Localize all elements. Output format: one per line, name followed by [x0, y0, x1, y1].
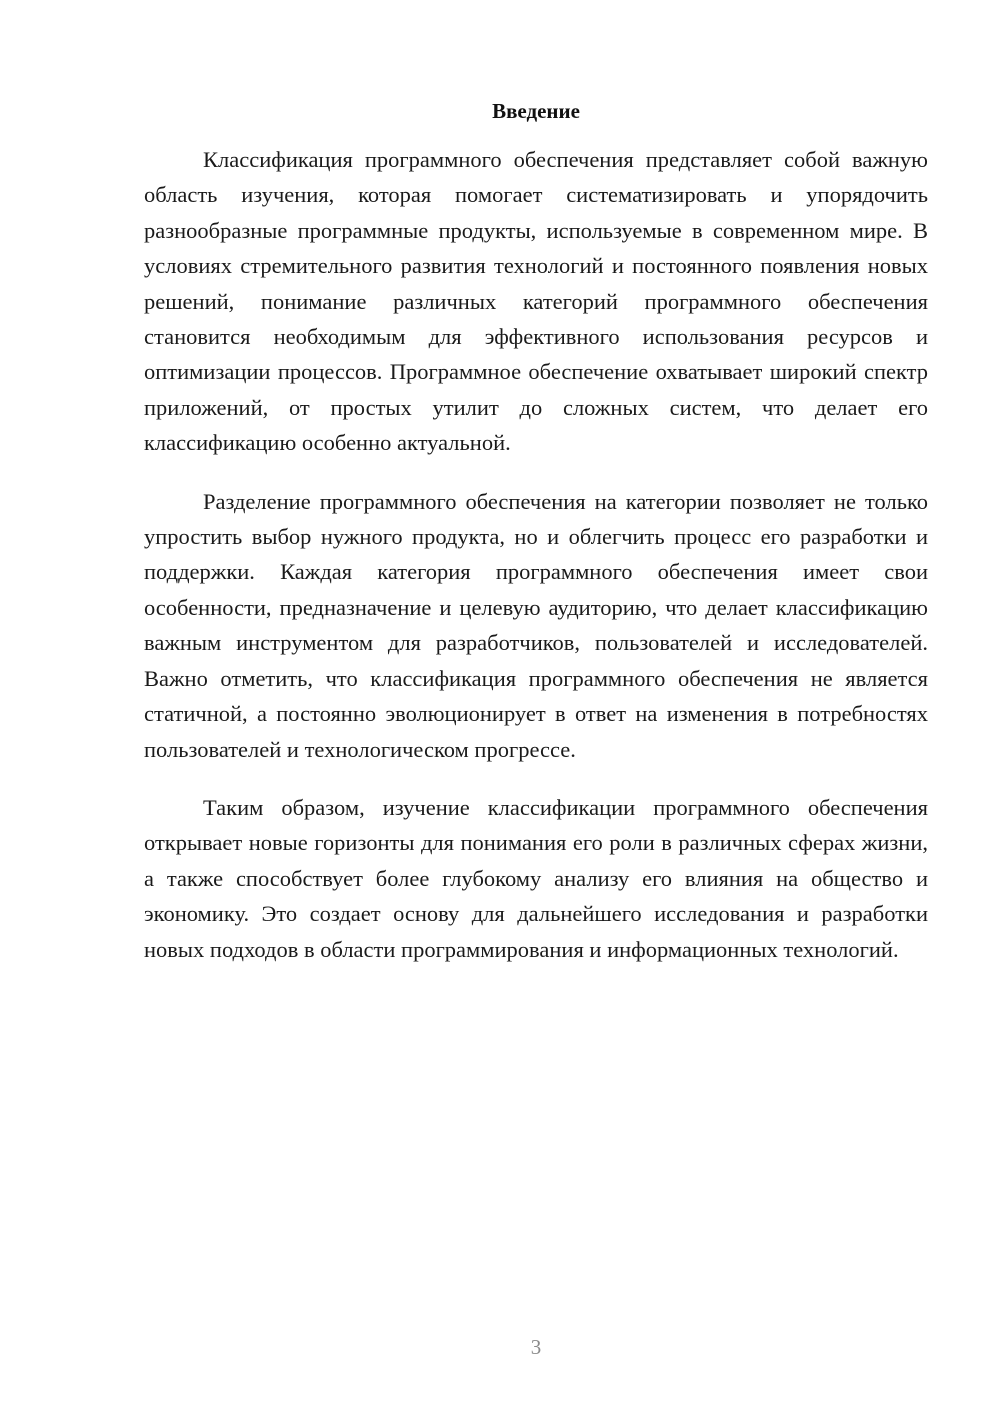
document-body: [144, 142, 928, 990]
paragraph-3: Таким образом, изучение классификации программного обеспечения открывает новые горизонты для понимания его роли в различных сферах жизни, а также способствует более глубокому анализу его влияния на общество и экономику. Это создает основу для дальнейшего исследования и разработки новых подходов в области программирования и информационных технологий.: [144, 794, 928, 962]
paragraph-2: Разделение программного обеспечения на категории позволяет не только упростить выбор нужного продукта, но и облегчить процесс его разработки и поддержки. Каждая категория программного обеспечения имеет свои особенности, предназначение и целевую аудиторию, что делает классификацию важным инструментом для разработчиков, пользователей и исследователей. Важно отметить, что классификация программного обеспечения не является статичной, а постоянно эволюционирует в ответ на изменения в потребностях пользователей и технологическом прогрессе.: [144, 488, 928, 762]
section-heading: Введение: [492, 99, 580, 123]
page-number: 3: [530, 1335, 542, 1359]
paragraph-1: Классификация программного обеспечения представляет собой важную область изучения, которая помогает систематизировать и упорядочить разнообразные программные продукты, используемые в современном мире. В условиях стремительного развития технологий и постоянного появления новых решений, понимание различных категорий программного обеспечения становится необходимым для эффективного использования ресурсов и оптимизации процессов. Программное обеспечение охватывает широкий спектр приложений, от простых утилит до сложных систем, что делает его классификацию особенно актуальной.: [144, 147, 928, 456]
